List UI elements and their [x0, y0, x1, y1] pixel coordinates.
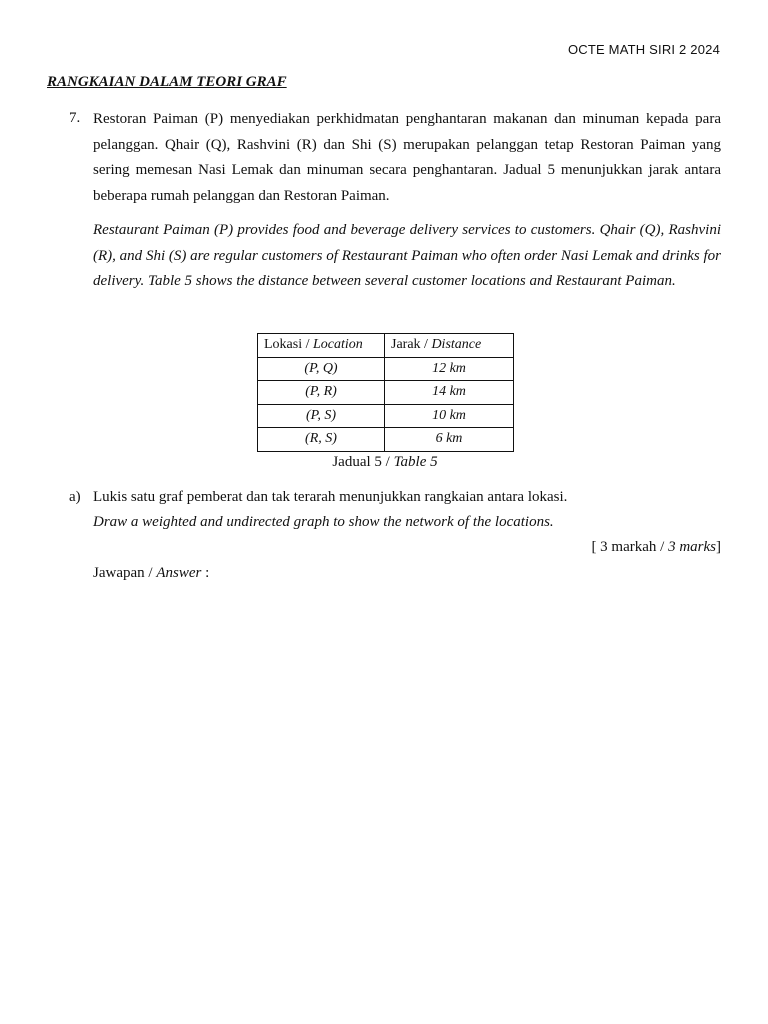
answer-space[interactable]: [93, 595, 721, 995]
cell-location: (P, R): [258, 381, 385, 405]
part-a-text-malay: Lukis satu graf pemberat dan tak terarah menunjukkan rangkaian antara lokasi.: [93, 489, 568, 505]
marks-allocation: [ 3 markah / 3 marks]: [591, 539, 721, 555]
distance-table: [257, 333, 514, 452]
answer-label: Jawapan / Answer :: [93, 565, 210, 581]
section-title: RANGKAIAN DALAM TEORI GRAF: [47, 74, 287, 90]
part-a-label: a): [69, 489, 81, 505]
header-distance: Jarak / Distance: [385, 334, 514, 358]
header-location: Lokasi / Location: [258, 334, 385, 358]
question-number: 7.: [69, 110, 81, 126]
question-text-english: Restaurant Paiman (P) provides food and beverage delivery services to customers. Qhair (Q), Rashvini (R), and Shi (S) are regular customers of Restaurant Paiman who often order Nasi Lemak and drinks for delivery. Table 5 shows the distance between several customer locations and Restaurant Paiman.: [93, 222, 721, 289]
table-row: [258, 428, 514, 452]
table-header-row: [258, 334, 514, 358]
part-a-text-english: Draw a weighted and undirected graph to show the network of the locations.: [93, 514, 554, 530]
table-row: [258, 381, 514, 405]
question-text-malay: Restoran Paiman (P) menyediakan perkhidmatan penghantaran makanan dan minuman kepada para pelanggan. Qhair (Q), Rashvini (R) dan Shi (S) merupakan pelanggan tetap Restoran Paiman yang sering memesan Nasi Lemak dan minuman secara penghantaran. Jadual 5 menunjukkan jarak antara beberapa rumah pelanggan dan Restoran Paiman.: [93, 111, 721, 204]
header-series: OCTE MATH SIRI 2 2024: [567, 42, 720, 57]
cell-distance: 12 km: [385, 357, 514, 381]
table-caption: Jadual 5 / Table 5: [332, 454, 438, 470]
cell-location: (P, Q): [258, 357, 385, 381]
cell-distance: 10 km: [385, 404, 514, 428]
table-row: [258, 404, 514, 428]
cell-distance: 14 km: [385, 381, 514, 405]
cell-location: (P, S): [258, 404, 385, 428]
cell-distance: 6 km: [385, 428, 514, 452]
table-row: [258, 357, 514, 381]
cell-location: (R, S): [258, 428, 385, 452]
